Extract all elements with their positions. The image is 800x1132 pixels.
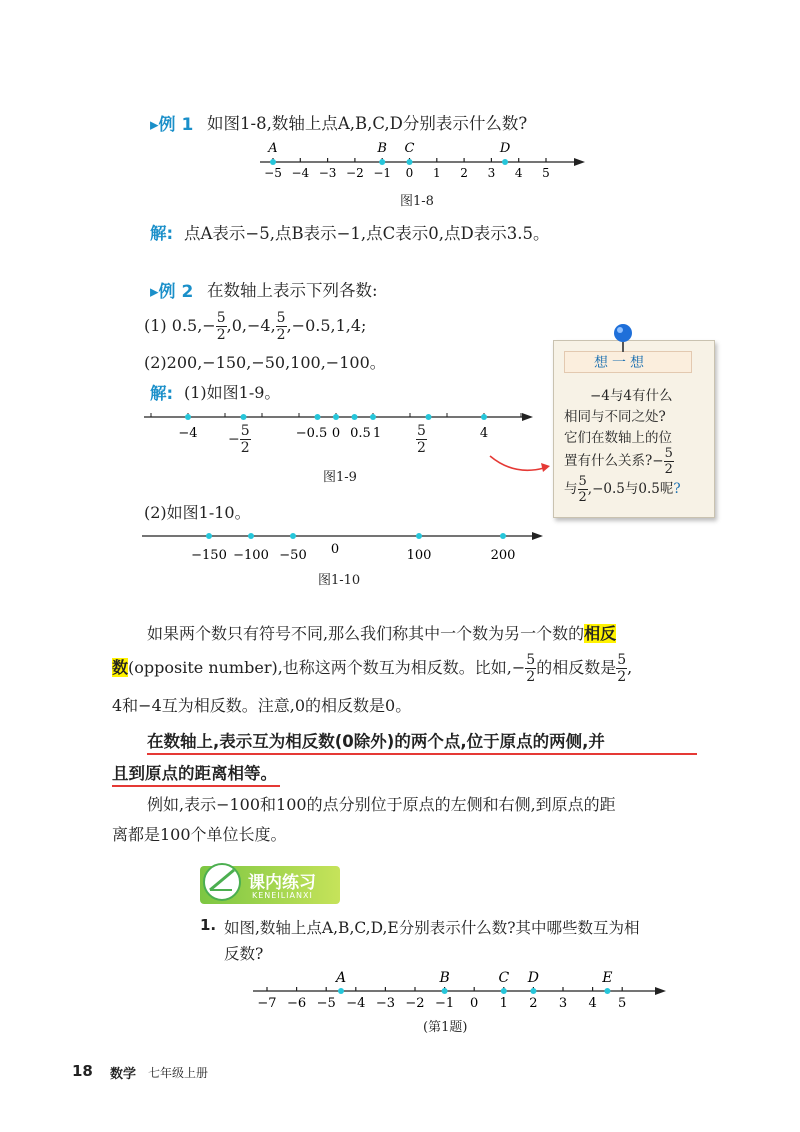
exercise-line-2: 反数?	[224, 945, 264, 963]
tick-label: 4	[588, 996, 597, 1011]
point-C	[407, 159, 413, 165]
fraction-five-halves	[416, 424, 427, 455]
definition-line-1	[147, 618, 616, 650]
point-label-C: C	[498, 970, 510, 986]
frac-den: 2	[617, 669, 627, 685]
solution-2-label: 解:	[150, 384, 174, 403]
tick-label: −4	[291, 166, 310, 180]
example-2-item-1	[144, 306, 366, 346]
tick-label: 1	[372, 426, 382, 441]
think-line-4-text: 置有什么关系?−	[564, 453, 664, 469]
tick-label: −7	[257, 996, 277, 1011]
frac-num: 5	[216, 310, 226, 326]
page-number: 18	[72, 1062, 93, 1080]
solution-1-label: 解:	[150, 224, 174, 243]
tick-label: −3	[375, 996, 395, 1011]
solution-2-part-1: (1)如图1-9。	[184, 383, 281, 402]
point--4	[185, 414, 191, 420]
point-2.5	[426, 414, 432, 420]
tick-label: −150	[191, 548, 227, 563]
tick-label: −6	[287, 996, 307, 1011]
point-label-D: D	[527, 970, 540, 986]
fraction-five-halves	[578, 475, 588, 504]
example-text-line-2: 离都是100个单位长度。	[112, 825, 287, 844]
point-label-B: B	[377, 141, 387, 156]
point--150	[206, 533, 212, 539]
think-line-5-b: ,−0.5与0.5呢	[587, 481, 674, 497]
point-B	[442, 988, 448, 994]
example-2-question: 在数轴上表示下列各数:	[207, 281, 378, 300]
point-label-E: E	[602, 970, 613, 986]
frac-num: 5	[240, 423, 250, 439]
point-label-B: B	[439, 970, 450, 986]
figure-1-10-caption: 图1-10	[318, 573, 361, 588]
frac-den: 2	[276, 327, 286, 343]
definition-line-3: 4和−4互为相反数。注意,0的相反数是0。	[112, 696, 412, 715]
underline-1	[147, 753, 697, 755]
point--100	[248, 533, 254, 539]
bold-statement-line-2: 且到原点的距离相等。	[112, 764, 277, 783]
point-D	[530, 988, 536, 994]
fraction-five-halves	[276, 311, 287, 342]
point-D	[502, 159, 508, 165]
point-label-A: A	[335, 970, 347, 986]
arrow-to-think-box	[486, 446, 556, 476]
bold-statement-line-1: 在数轴上,表示互为相反数(0除外)的两个点,位于原点的两侧,并	[147, 732, 605, 751]
point-A	[338, 988, 344, 994]
solution-1-text: 点A表示−5,点B表示−1,点C表示0,点D表示3.5。	[184, 224, 550, 243]
example-2-label: ▸例 2	[150, 282, 194, 302]
figure-1-8-caption: 图1-8	[400, 194, 434, 209]
point-200	[500, 533, 506, 539]
tick-label: −1	[435, 996, 455, 1011]
example-2-item-2: (2)200,−150,−50,100,−100。	[144, 353, 386, 372]
point-E	[604, 988, 610, 994]
fraction-five-halves	[616, 653, 627, 684]
think-line-3: 它们在数轴上的位	[564, 430, 672, 446]
term-highlight-1: 相反	[584, 624, 617, 643]
point--0.5	[315, 414, 321, 420]
tick-label: 5	[542, 166, 550, 180]
fraction-five-halves	[240, 424, 251, 455]
point-0	[333, 414, 339, 420]
think-title: 想一想	[594, 355, 648, 371]
point--50	[290, 533, 296, 539]
tick-label: 200	[490, 548, 516, 563]
footer-subject: 数学	[110, 1067, 137, 1082]
tick-label: 100	[406, 548, 432, 563]
underline-2	[112, 785, 280, 787]
exercise-number: 1.	[200, 916, 217, 934]
item-1-part-c: ,−0.5,1,4;	[286, 316, 367, 335]
think-box	[553, 340, 715, 518]
tick-label: −2	[346, 166, 364, 180]
point--2.5	[241, 414, 247, 420]
tick-label: −1	[373, 166, 392, 180]
tick-label: −0.5	[295, 426, 328, 441]
frac-num: 5	[664, 446, 673, 461]
frac-den: 2	[578, 490, 587, 505]
point-label-D: D	[499, 141, 511, 156]
definition-text-b: (opposite number),也称这两个数互为相反数。比如,−	[128, 658, 526, 677]
think-question-mark: ?	[673, 481, 681, 497]
item-1-prefix: (1)	[144, 316, 167, 335]
fraction-five-halves	[664, 447, 674, 476]
tick-label: 5	[618, 996, 627, 1011]
frac-den: 2	[526, 669, 536, 685]
frac-den: 2	[417, 440, 426, 456]
tick-label: 3	[487, 166, 496, 180]
tick-label: 1	[499, 996, 508, 1011]
point-B	[379, 159, 385, 165]
tick-label: 3	[558, 996, 568, 1011]
ruler-protractor-icon	[200, 858, 250, 908]
tick-label: −100	[233, 548, 269, 563]
tick-label: 1	[432, 166, 441, 180]
number-line-exercise-1	[245, 963, 675, 1015]
point-4	[481, 414, 487, 420]
definition-text-d: ,	[627, 658, 633, 677]
think-line-5	[564, 475, 681, 504]
tick-label: 0	[330, 542, 340, 557]
definition-line-2	[112, 652, 632, 684]
definition-text-a: 如果两个数只有符号不同,那么我们称其中一个数为另一个数的	[147, 624, 585, 643]
point-C	[501, 988, 507, 994]
term-highlight-2: 数	[112, 658, 129, 677]
item-1-part-a: 0.5,−	[171, 316, 216, 335]
point-100	[416, 533, 422, 539]
tick-label: −4	[178, 426, 198, 441]
frac-den: 2	[216, 327, 226, 343]
fig-1-9-label-five-halves	[416, 424, 427, 455]
tick-label: 4	[514, 166, 523, 180]
tick-label: 0	[405, 166, 414, 180]
frac-num: 5	[617, 652, 627, 668]
fraction-five-halves	[525, 653, 536, 684]
tick-label: −3	[318, 166, 337, 180]
exercise-banner-title: 课内练习	[248, 873, 316, 893]
fig-1-9-label-neg-five-halves: − $\frac{5}{2}$	[228, 423, 250, 456]
tick-label: 0	[470, 996, 479, 1011]
frac-num: 5	[276, 310, 286, 326]
tick-label: −50	[279, 548, 307, 563]
point-1	[370, 414, 376, 420]
think-line-4	[564, 447, 674, 476]
think-line-1: −4与4有什么	[590, 388, 673, 404]
example-text-line-1: 例如,表示−100和100的点分别位于原点的左侧和右侧,到原点的距	[147, 795, 616, 814]
tick-label: 2	[460, 166, 468, 180]
frac-den: 2	[664, 462, 673, 477]
example-1-question: 如图1-8,数轴上点A,B,C,D分别表示什么数?	[207, 114, 528, 133]
tick-label: 2	[529, 996, 538, 1011]
tick-label: −2	[405, 996, 425, 1011]
push-pin-icon	[608, 322, 638, 354]
think-line-5-a: 与	[564, 481, 578, 497]
footer-book: 七年级上册	[148, 1066, 209, 1080]
example-1-label: ▸例 1	[150, 115, 194, 135]
exercise-banner-subtitle: KENEILIANXI	[252, 891, 313, 900]
point-label-A: A	[268, 141, 278, 156]
point-label-C: C	[404, 141, 415, 156]
number-line-fig-1-8	[240, 136, 590, 184]
figure-1-9-caption: 图1-9	[323, 470, 357, 485]
solution-2-part-2: (2)如图1-10。	[144, 503, 251, 522]
definition-text-c: 的相反数是	[536, 658, 617, 677]
frac-num: 5	[417, 423, 426, 439]
tick-label: 0	[331, 426, 341, 441]
tick-label: 4	[479, 426, 489, 441]
frac-num: 5	[578, 474, 587, 489]
tick-label: 0.5	[350, 426, 371, 441]
exercise-line-1: 如图,数轴上点A,B,C,D,E分别表示什么数?其中哪些数互为相	[224, 919, 640, 937]
think-line-2: 相同与不同之处?	[564, 409, 666, 425]
frac-den: 2	[240, 440, 250, 456]
number-line-fig-1-10	[140, 525, 550, 565]
fraction-five-halves	[216, 311, 227, 342]
item-1-part-b: ,0,−4,	[226, 316, 276, 335]
exercise-caption: (第1题)	[423, 1020, 468, 1035]
point-0.5	[352, 414, 358, 420]
frac-num: 5	[526, 652, 536, 668]
tick-label: −4	[346, 996, 366, 1011]
tick-label: −5	[316, 996, 336, 1011]
number-line-fig-1-9	[140, 405, 540, 465]
tick-label: −5	[264, 166, 282, 180]
point-A	[270, 159, 276, 165]
